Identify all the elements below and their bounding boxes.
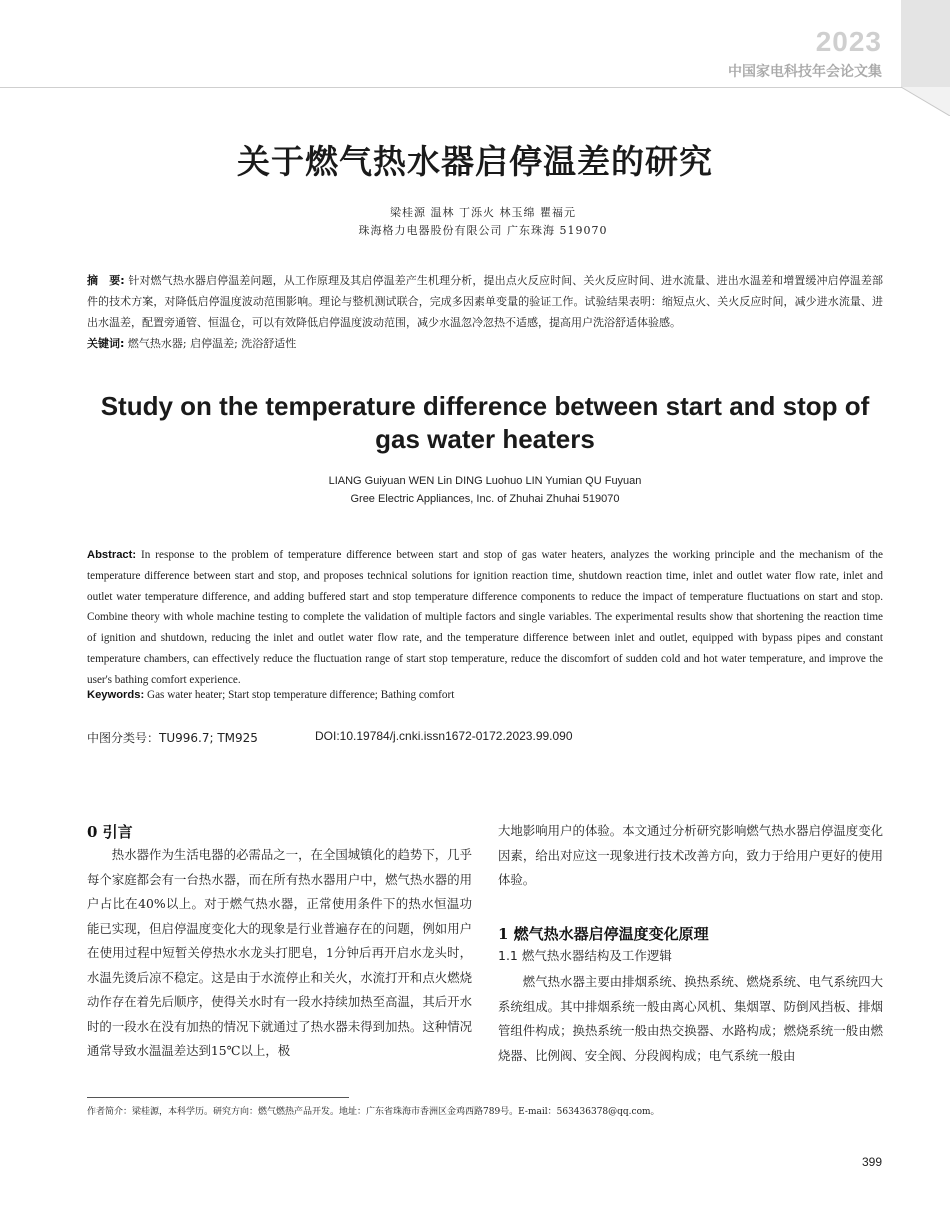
authors-en: LIANG Guiyuan WEN Lin DING Luohuo LIN Yumian QU Fuyuan	[328, 475, 642, 487]
body-column-left	[87, 843, 472, 1064]
header-year: 2023	[815, 26, 882, 57]
abstract-cn-text: 针对燃气热水器启停温差问题，从工作原理及其启停温差产生机理分析，提出点火反应时间、关火反应时间、进水流量、进出水温差和增置缓冲启停温差部件的技术方案，对降低启停温度波动范围影响。理论与整机测试联合，完成多因素单变量的验证工作。试验结果表明：缩短点火、关火反应时间，减少进水流量、进出水温差，配置旁通管、恒温仓，可以有效降低启停温度波动范围，减少水温忽冷忽热不适感，提高用户洗浴舒适体验感。	[87, 274, 884, 329]
author-footnote: 作者简介：梁桂源，本科学历。研究方向：燃气燃热产品开发。地址：广东省珠海市香洲区金鸡西路789号。E-mail：563436378@qq.com。	[87, 1107, 660, 1117]
doi: DOI:10.19784/j.cnki.issn1672-0172.2023.99.090	[315, 729, 573, 743]
abstract-en-text: In response to the problem of temperature difference between start and stop of gas water heaters, analyzes the working principle and the mechanism of the temperature difference between start and stop, and proposes technical solutions for ignition reaction time, shutdown reaction time, inlet and outlet water flow rate, inlet and outlet water temperature difference, and adding buffered start and stop temperature difference components to reduce the impact of temperature fluctuations on start and stop. Combine theory with whole machine testing to complete the validation of multiple factors and single variables. The experimental results show that shortening the reaction time of ignition and shutdown, reducing the inlet and outlet water flow rate, and the temperature difference between inlet and outlet, equipped with bypass pipes and constant temperature chambers, can effectively reduce the fluctuation range of start stop temperature, reduce the discomfort of sudden cold and hot water temperature, and improve the user's bathing comfort experience.	[87, 549, 883, 686]
abstract-cn-label: 摘 要:	[87, 274, 125, 287]
header-conference-name: 中国家电科技年会论文集	[728, 64, 882, 80]
footnote-divider	[87, 1097, 349, 1098]
section-0-paragraph: 热水器作为生活电器的必需品之一，在全国城镇化的趋势下，几乎每个家庭都会有一台热水器，而在所有热水器用户中，燃气热水器的用户占比在40%以上。对于燃气热水器，正常使用条件下的热水恒温功能已实现，但启停温度变化大的现象是行业普遍存在的问题，例如用户在使用过程中短暂关停热水水龙头打肥皂，1分钟后再开启水龙头时，水温先烫后凉不稳定。这是由于水流停止和关火，水流打开和点火燃烧动作存在着先后顺序，使得关水时有一段水持续加热至高温，其后开水时的一段水在没有加热的情况下就通过了热水器未得到加热。这种情况通常导致水温温差达到15℃以上，极	[87, 847, 472, 1058]
page-number: 399	[861, 1155, 882, 1169]
section-1-1-paragraph: 燃气热水器主要由排烟系统、换热系统、燃烧系统、电气系统四大系统组成。其中排烟系统一般由离心风机、集烟罩、防倒风挡板、排烟管组件构成；换热系统一般由热交换器、水路构成；燃烧系统一般由燃烧器、比例阀、安全阀、分段阀构成；电气系统一般由	[498, 974, 883, 1063]
section-0-title: 0 引言	[87, 823, 133, 841]
body-column-right-continuation	[498, 819, 883, 893]
abstract-cn	[87, 270, 883, 333]
section-0-continuation: 大地影响用户的体验。本文通过分析研究影响燃气热水器启停温度变化因素，给出对应这一现象进行技术改善方向，致力于给用户更好的使用体验。	[498, 823, 883, 887]
keywords-cn-label: 关键词:	[87, 337, 125, 350]
body-column-right	[498, 970, 883, 1068]
affiliation-en: Gree Electric Appliances, Inc. of Zhuhai Zhuhai 519070	[350, 493, 620, 505]
section-1-title: 1 燃气热水器启停温度变化原理	[498, 925, 709, 943]
page-title-en: Study on the temperature difference between start and stop of gas water heaters	[100, 391, 870, 454]
page-title-cn: 关于燃气热水器启停温差的研究	[237, 142, 713, 181]
abstract-en-label: Abstract:	[87, 549, 137, 561]
affiliation-cn: 珠海格力电器股份有限公司 广东珠海 519070	[358, 224, 608, 237]
section-1-1-title: 1.1 燃气热水器结构及工作逻辑	[498, 948, 672, 963]
keywords-en	[87, 689, 883, 701]
keywords-cn-text: 燃气热水器; 启停温差; 洗浴舒适性	[127, 337, 297, 350]
page-corner-fold-icon	[895, 0, 950, 116]
keywords-cn	[87, 333, 883, 354]
keywords-en-text: Gas water heater; Start stop temperature difference; Bathing comfort	[147, 689, 455, 701]
classification-number: 中图分类号：TU996.7; TM925	[87, 731, 258, 745]
authors-cn: 梁桂源 温林 丁泺火 林玉绵 瞿福元	[390, 206, 576, 219]
header-divider	[0, 87, 905, 88]
keywords-en-label: Keywords:	[87, 689, 145, 701]
abstract-en	[87, 545, 883, 691]
